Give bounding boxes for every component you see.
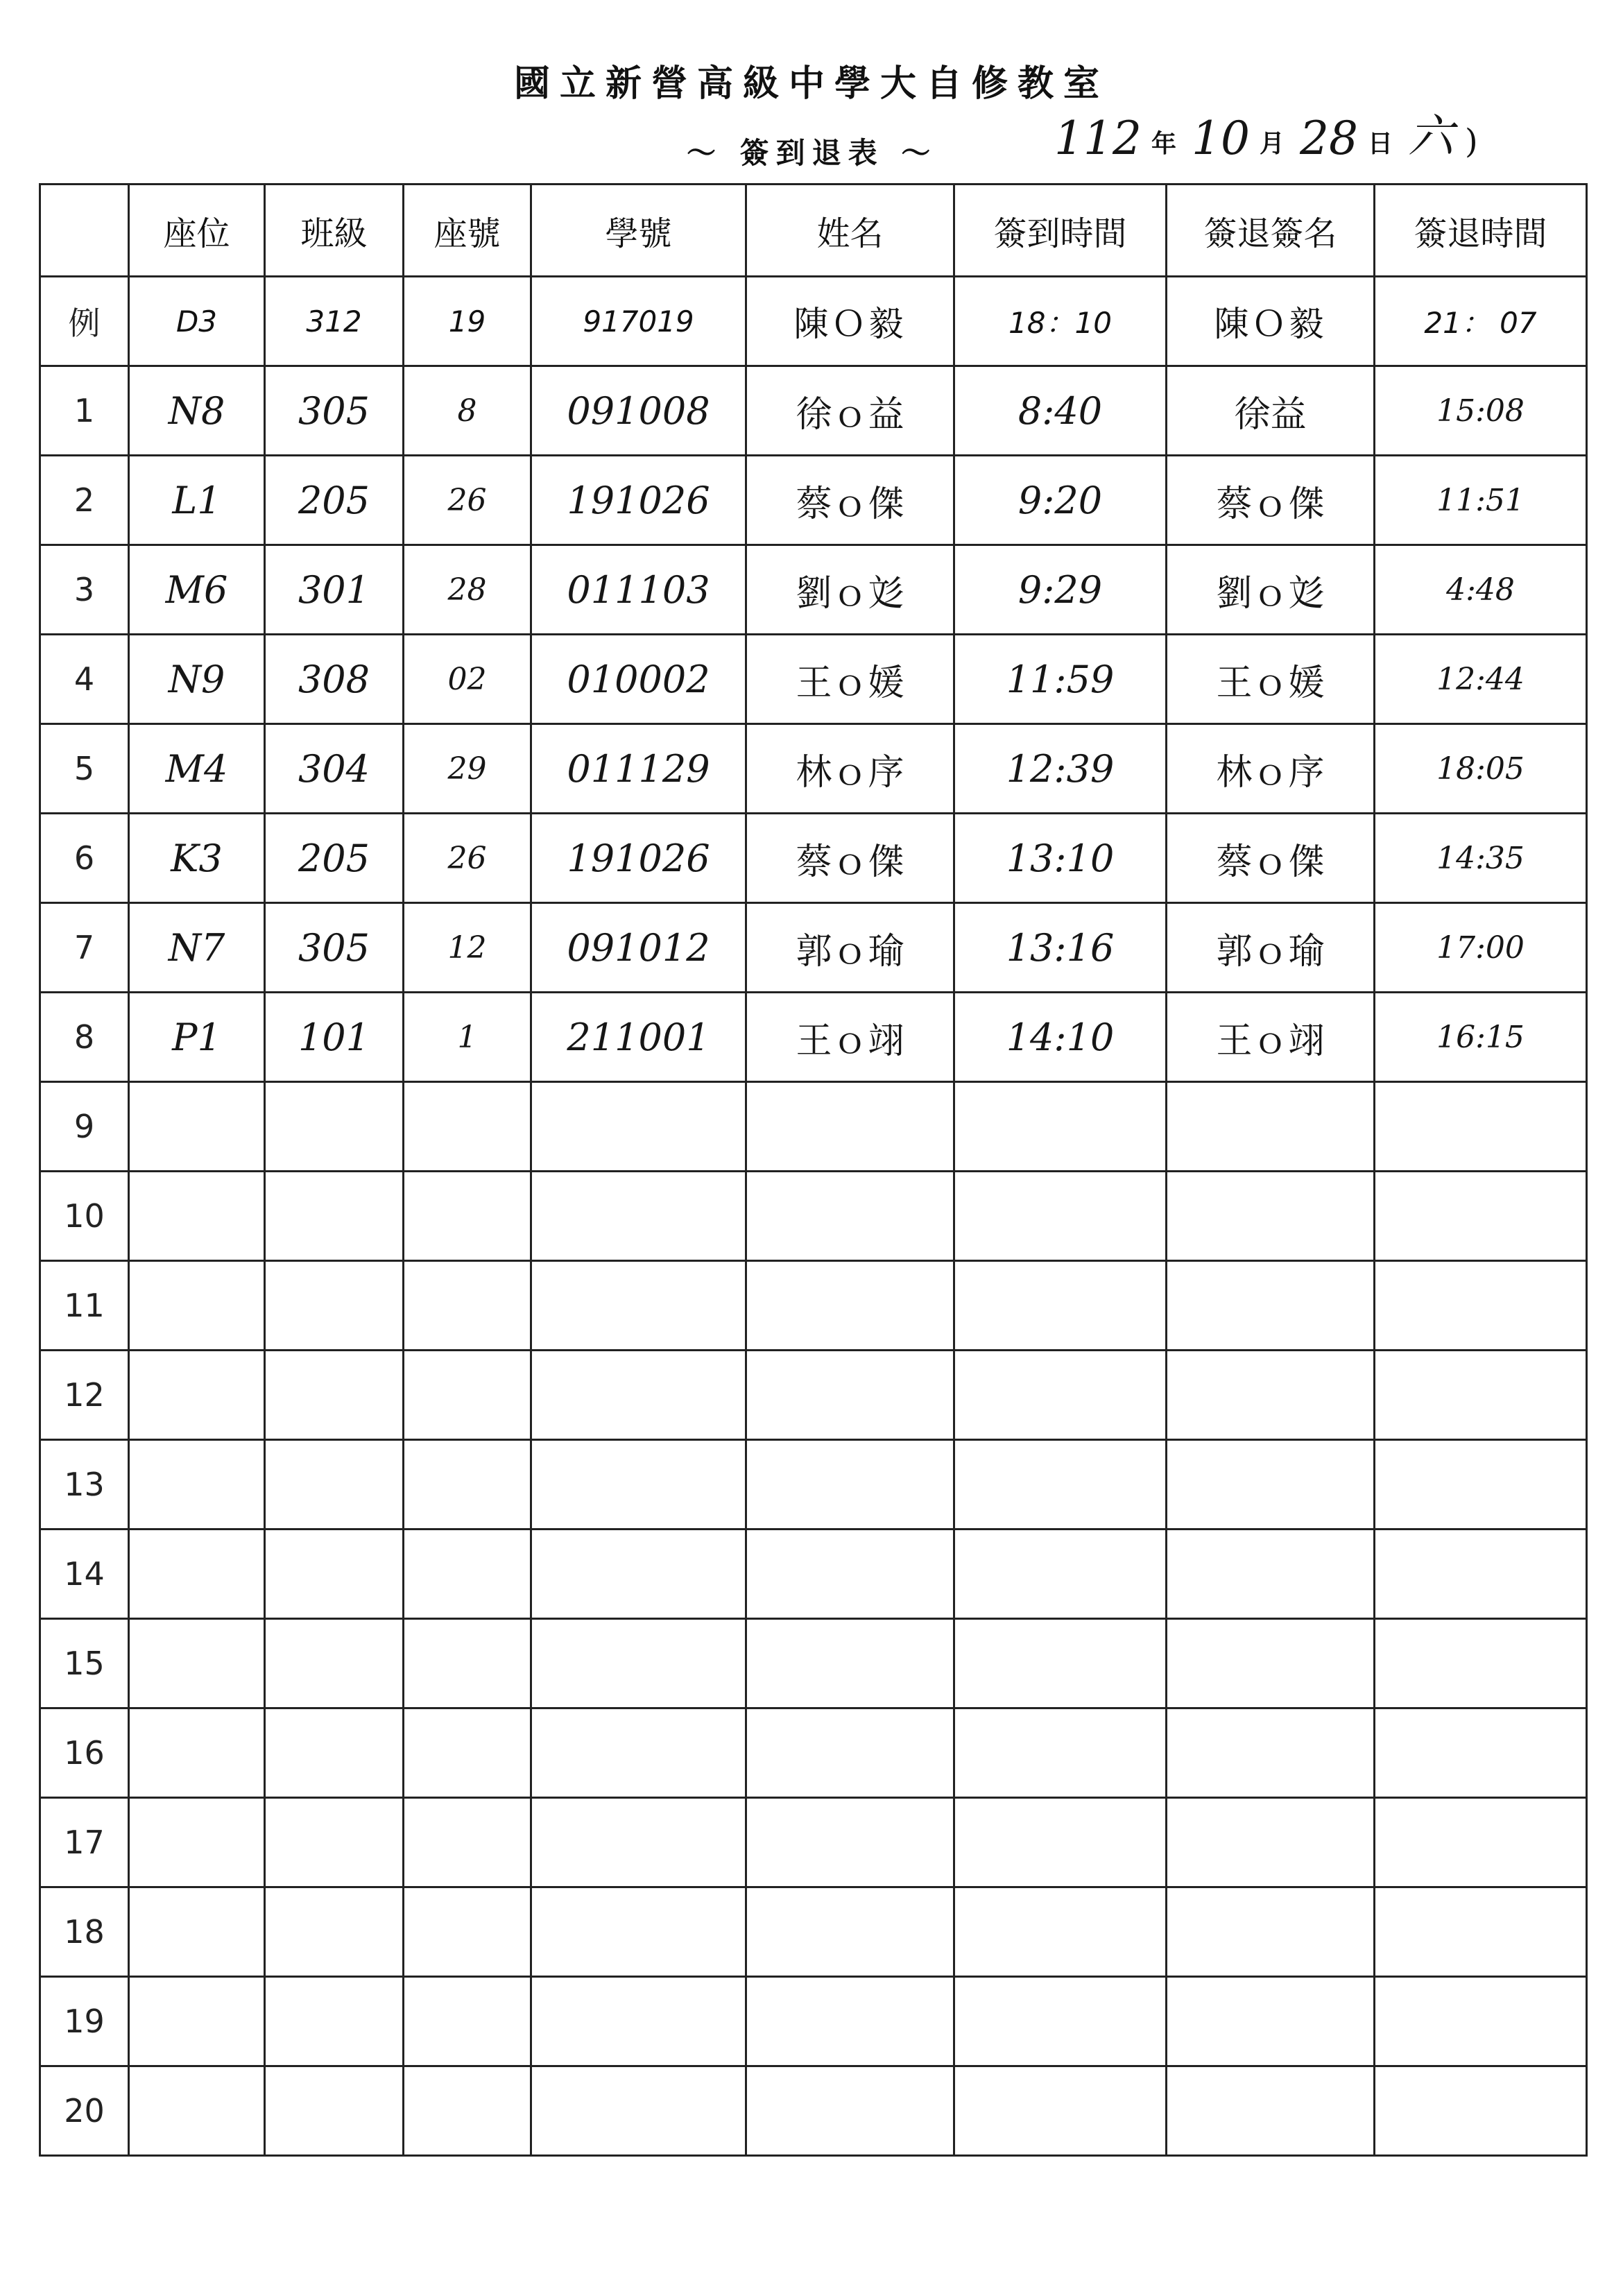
cell-sign-out: 14:35 (1375, 814, 1587, 903)
cell-seat (129, 1619, 265, 1708)
cell-name (746, 1261, 954, 1351)
cell-seat-no (404, 1798, 531, 1887)
cell-student-id: 011129 (531, 724, 746, 814)
cell-student-id (531, 1261, 746, 1351)
cell-name (746, 1172, 954, 1261)
cell-sign-out-name (1167, 1530, 1375, 1619)
cell-sign-out-name (1167, 1708, 1375, 1798)
cell-seat (129, 1261, 265, 1351)
cell-name (746, 1619, 954, 1708)
cell-class: 101 (265, 993, 404, 1082)
cell-sign-out-name (1167, 1082, 1375, 1172)
row-number: 9 (40, 1082, 129, 1172)
cell-student-id: 091008 (531, 366, 746, 456)
cell-seat: N8 (129, 366, 265, 456)
cell-student-id (531, 1530, 746, 1619)
column-header-seat-no: 座號 (404, 185, 531, 277)
cell-sign-out (1375, 1351, 1587, 1440)
row-number: 14 (40, 1530, 129, 1619)
cell-student-id: 011103 (531, 545, 746, 635)
cell-seat (129, 1977, 265, 2066)
cell-sign-in (954, 1261, 1167, 1351)
table-row (40, 1708, 1587, 1798)
example-sign-in: 18：10 (954, 277, 1167, 366)
cell-seat: K3 (129, 814, 265, 903)
cell-name: 蔡ｏ傑 (746, 456, 954, 545)
cell-sign-out: 4:48 (1375, 545, 1587, 635)
cell-sign-in (954, 1082, 1167, 1172)
header-row (40, 185, 1587, 277)
cell-sign-out: 17:00 (1375, 903, 1587, 993)
cell-sign-in (954, 2066, 1167, 2156)
cell-sign-out-name: 蔡ｏ傑 (1167, 814, 1375, 903)
cell-seat-no: 26 (404, 456, 531, 545)
cell-name (746, 1708, 954, 1798)
cell-student-id (531, 1977, 746, 2066)
row-number: 3 (40, 545, 129, 635)
date-line (1054, 110, 1478, 165)
cell-sign-out: 16:15 (1375, 993, 1587, 1082)
date-close-paren: ) (1465, 122, 1478, 161)
row-number: 13 (40, 1440, 129, 1530)
cell-sign-in (954, 1351, 1167, 1440)
cell-sign-in (954, 1708, 1167, 1798)
cell-sign-out-name (1167, 1351, 1375, 1440)
cell-name (746, 1887, 954, 1977)
cell-sign-out (1375, 2066, 1587, 2156)
example-seat: D3 (129, 277, 265, 366)
cell-student-id (531, 1708, 746, 1798)
cell-class (265, 1172, 404, 1261)
cell-student-id: 091012 (531, 903, 746, 993)
cell-sign-out: 15:08 (1375, 366, 1587, 456)
sign-in-table (39, 183, 1588, 2157)
row-number: 15 (40, 1619, 129, 1708)
example-class: 312 (265, 277, 404, 366)
cell-seat-no (404, 1082, 531, 1172)
document-title: 國立新營高級中學大自修教室 (513, 62, 1109, 105)
column-header-index (40, 185, 129, 277)
cell-seat: M4 (129, 724, 265, 814)
cell-sign-out (1375, 1619, 1587, 1708)
row-number: 18 (40, 1887, 129, 1977)
cell-student-id: 010002 (531, 635, 746, 724)
cell-sign-out-name (1167, 2066, 1375, 2156)
cell-student-id (531, 1887, 746, 1977)
cell-sign-out (1375, 1977, 1587, 2066)
cell-class (265, 1082, 404, 1172)
cell-seat (129, 2066, 265, 2156)
column-header-sign-in: 簽到時間 (954, 185, 1167, 277)
cell-sign-out-name (1167, 1172, 1375, 1261)
cell-sign-in: 8:40 (954, 366, 1167, 456)
cell-seat-no: 8 (404, 366, 531, 456)
cell-class: 305 (265, 903, 404, 993)
table-row (40, 1887, 1587, 1977)
cell-sign-in: 9:20 (954, 456, 1167, 545)
column-header-sign-out-name: 簽退簽名 (1167, 185, 1375, 277)
cell-sign-out-name: 王ｏ媛 (1167, 635, 1375, 724)
row-number: 20 (40, 2066, 129, 2156)
cell-sign-in: 13:16 (954, 903, 1167, 993)
cell-sign-in (954, 1619, 1167, 1708)
table-row (40, 456, 1587, 545)
row-number: 10 (40, 1172, 129, 1261)
cell-seat-no (404, 1977, 531, 2066)
table-row (40, 2066, 1587, 2156)
column-header-name: 姓名 (746, 185, 954, 277)
cell-class (265, 1440, 404, 1530)
cell-seat-no (404, 1440, 531, 1530)
example-seat-no: 19 (404, 277, 531, 366)
example-row (40, 277, 1587, 366)
cell-sign-out-name (1167, 1798, 1375, 1887)
table-row (40, 545, 1587, 635)
cell-sign-out-name (1167, 1261, 1375, 1351)
cell-sign-in: 13:10 (954, 814, 1167, 903)
column-header-seat: 座位 (129, 185, 265, 277)
cell-sign-in (954, 1977, 1167, 2066)
cell-sign-out-name: 郭ｏ瑜 (1167, 903, 1375, 993)
cell-student-id: 211001 (531, 993, 746, 1082)
row-number: 8 (40, 993, 129, 1082)
cell-seat: N7 (129, 903, 265, 993)
cell-name: 劉ｏ彣 (746, 545, 954, 635)
cell-sign-in (954, 1172, 1167, 1261)
cell-class (265, 1261, 404, 1351)
cell-seat-no: 12 (404, 903, 531, 993)
example-sign-out-name: 陳Ｏ毅 (1167, 277, 1375, 366)
cell-seat (129, 1440, 265, 1530)
row-number: 12 (40, 1351, 129, 1440)
example-label: 例 (40, 277, 129, 366)
cell-student-id (531, 1351, 746, 1440)
date-day: 28 (1300, 112, 1358, 165)
cell-seat-no (404, 1619, 531, 1708)
cell-seat: P1 (129, 993, 265, 1082)
cell-seat-no: 28 (404, 545, 531, 635)
date-month-unit: 月 (1259, 129, 1285, 158)
cell-sign-out-name (1167, 1440, 1375, 1530)
cell-seat: N9 (129, 635, 265, 724)
table-row (40, 1977, 1587, 2066)
table-row (40, 1530, 1587, 1619)
cell-name (746, 2066, 954, 2156)
column-header-class: 班級 (265, 185, 404, 277)
cell-seat-no: 26 (404, 814, 531, 903)
cell-seat (129, 1530, 265, 1619)
example-sign-out: 21： 07 (1375, 277, 1587, 366)
cell-sign-in: 14:10 (954, 993, 1167, 1082)
cell-sign-out (1375, 1440, 1587, 1530)
cell-student-id: 191026 (531, 814, 746, 903)
cell-sign-out-name (1167, 1977, 1375, 2066)
cell-sign-in (954, 1530, 1167, 1619)
cell-name: 林ｏ序 (746, 724, 954, 814)
cell-sign-out-name: 蔡ｏ傑 (1167, 456, 1375, 545)
table-row (40, 1798, 1587, 1887)
cell-sign-out-name (1167, 1619, 1375, 1708)
row-number: 17 (40, 1798, 129, 1887)
row-number: 19 (40, 1977, 129, 2066)
cell-student-id (531, 1619, 746, 1708)
table-row (40, 1440, 1587, 1530)
cell-seat (129, 1172, 265, 1261)
cell-seat (129, 1798, 265, 1887)
cell-sign-out-name (1167, 1887, 1375, 1977)
cell-class: 308 (265, 635, 404, 724)
cell-sign-out (1375, 1798, 1587, 1887)
cell-seat-no (404, 1261, 531, 1351)
cell-student-id (531, 1082, 746, 1172)
table-row (40, 366, 1587, 456)
cell-sign-in: 11:59 (954, 635, 1167, 724)
cell-name: 徐ｏ益 (746, 366, 954, 456)
cell-seat-no (404, 1172, 531, 1261)
cell-sign-out (1375, 1530, 1587, 1619)
cell-student-id (531, 1798, 746, 1887)
document-subtitle: ～ 簽到退表 ～ (687, 136, 938, 170)
row-number: 6 (40, 814, 129, 903)
cell-class: 305 (265, 366, 404, 456)
row-number: 16 (40, 1708, 129, 1798)
date-month: 10 (1192, 112, 1250, 165)
row-number: 2 (40, 456, 129, 545)
cell-seat-no (404, 1708, 531, 1798)
example-student-id: 917019 (531, 277, 746, 366)
table-row (40, 1172, 1587, 1261)
table-row (40, 724, 1587, 814)
column-header-student-id: 學號 (531, 185, 746, 277)
cell-name (746, 1082, 954, 1172)
cell-sign-out-name: 徐益 (1167, 366, 1375, 456)
cell-sign-in (954, 1798, 1167, 1887)
cell-seat (129, 1708, 265, 1798)
cell-class: 205 (265, 814, 404, 903)
cell-sign-out (1375, 1708, 1587, 1798)
cell-class (265, 1798, 404, 1887)
cell-seat-no: 29 (404, 724, 531, 814)
table-row (40, 635, 1587, 724)
cell-sign-out-name: 王ｏ翊 (1167, 993, 1375, 1082)
row-number: 7 (40, 903, 129, 993)
table-row (40, 1082, 1587, 1172)
cell-sign-out: 11:51 (1375, 456, 1587, 545)
cell-name (746, 1530, 954, 1619)
table-row (40, 1619, 1587, 1708)
cell-seat-no: 1 (404, 993, 531, 1082)
cell-seat: M6 (129, 545, 265, 635)
cell-name (746, 1977, 954, 2066)
cell-seat-no: 02 (404, 635, 531, 724)
cell-name: 郭ｏ瑜 (746, 903, 954, 993)
cell-student-id (531, 2066, 746, 2156)
cell-seat (129, 1887, 265, 1977)
cell-seat (129, 1082, 265, 1172)
row-number: 1 (40, 366, 129, 456)
cell-seat: L1 (129, 456, 265, 545)
column-header-sign-out: 簽退時間 (1375, 185, 1587, 277)
cell-sign-out (1375, 1887, 1587, 1977)
cell-class: 205 (265, 456, 404, 545)
cell-name (746, 1798, 954, 1887)
row-number: 4 (40, 635, 129, 724)
cell-seat (129, 1351, 265, 1440)
table-row (40, 903, 1587, 993)
cell-name (746, 1440, 954, 1530)
date-year: 112 (1054, 112, 1142, 165)
cell-class (265, 1619, 404, 1708)
cell-seat-no (404, 1351, 531, 1440)
cell-sign-in (954, 1887, 1167, 1977)
cell-class (265, 2066, 404, 2156)
table-row (40, 1261, 1587, 1351)
date-year-unit: 年 (1151, 129, 1176, 158)
cell-sign-out: 18:05 (1375, 724, 1587, 814)
cell-sign-out (1375, 1082, 1587, 1172)
cell-student-id: 191026 (531, 456, 746, 545)
cell-name: 王ｏ翊 (746, 993, 954, 1082)
example-name: 陳Ｏ毅 (746, 277, 954, 366)
cell-seat-no (404, 2066, 531, 2156)
cell-class: 304 (265, 724, 404, 814)
cell-name: 蔡ｏ傑 (746, 814, 954, 903)
cell-sign-out (1375, 1172, 1587, 1261)
cell-sign-out-name: 劉ｏ彣 (1167, 545, 1375, 635)
row-number: 11 (40, 1261, 129, 1351)
cell-seat-no (404, 1530, 531, 1619)
cell-class (265, 1708, 404, 1798)
cell-student-id (531, 1440, 746, 1530)
cell-name (746, 1351, 954, 1440)
cell-class (265, 1887, 404, 1977)
cell-class (265, 1530, 404, 1619)
table-row (40, 814, 1587, 903)
cell-sign-out-name: 林ｏ序 (1167, 724, 1375, 814)
date-day-unit: 日 (1367, 129, 1393, 158)
cell-sign-out (1375, 1261, 1587, 1351)
cell-class (265, 1977, 404, 2066)
row-number: 5 (40, 724, 129, 814)
cell-sign-in: 9:29 (954, 545, 1167, 635)
cell-sign-in (954, 1440, 1167, 1530)
cell-class: 301 (265, 545, 404, 635)
date-weekday: 六 (1408, 110, 1454, 163)
table-row (40, 993, 1587, 1082)
cell-seat-no (404, 1887, 531, 1977)
cell-student-id (531, 1172, 746, 1261)
table-row (40, 1351, 1587, 1440)
cell-class (265, 1351, 404, 1440)
cell-sign-out: 12:44 (1375, 635, 1587, 724)
cell-sign-in: 12:39 (954, 724, 1167, 814)
cell-name: 王ｏ媛 (746, 635, 954, 724)
